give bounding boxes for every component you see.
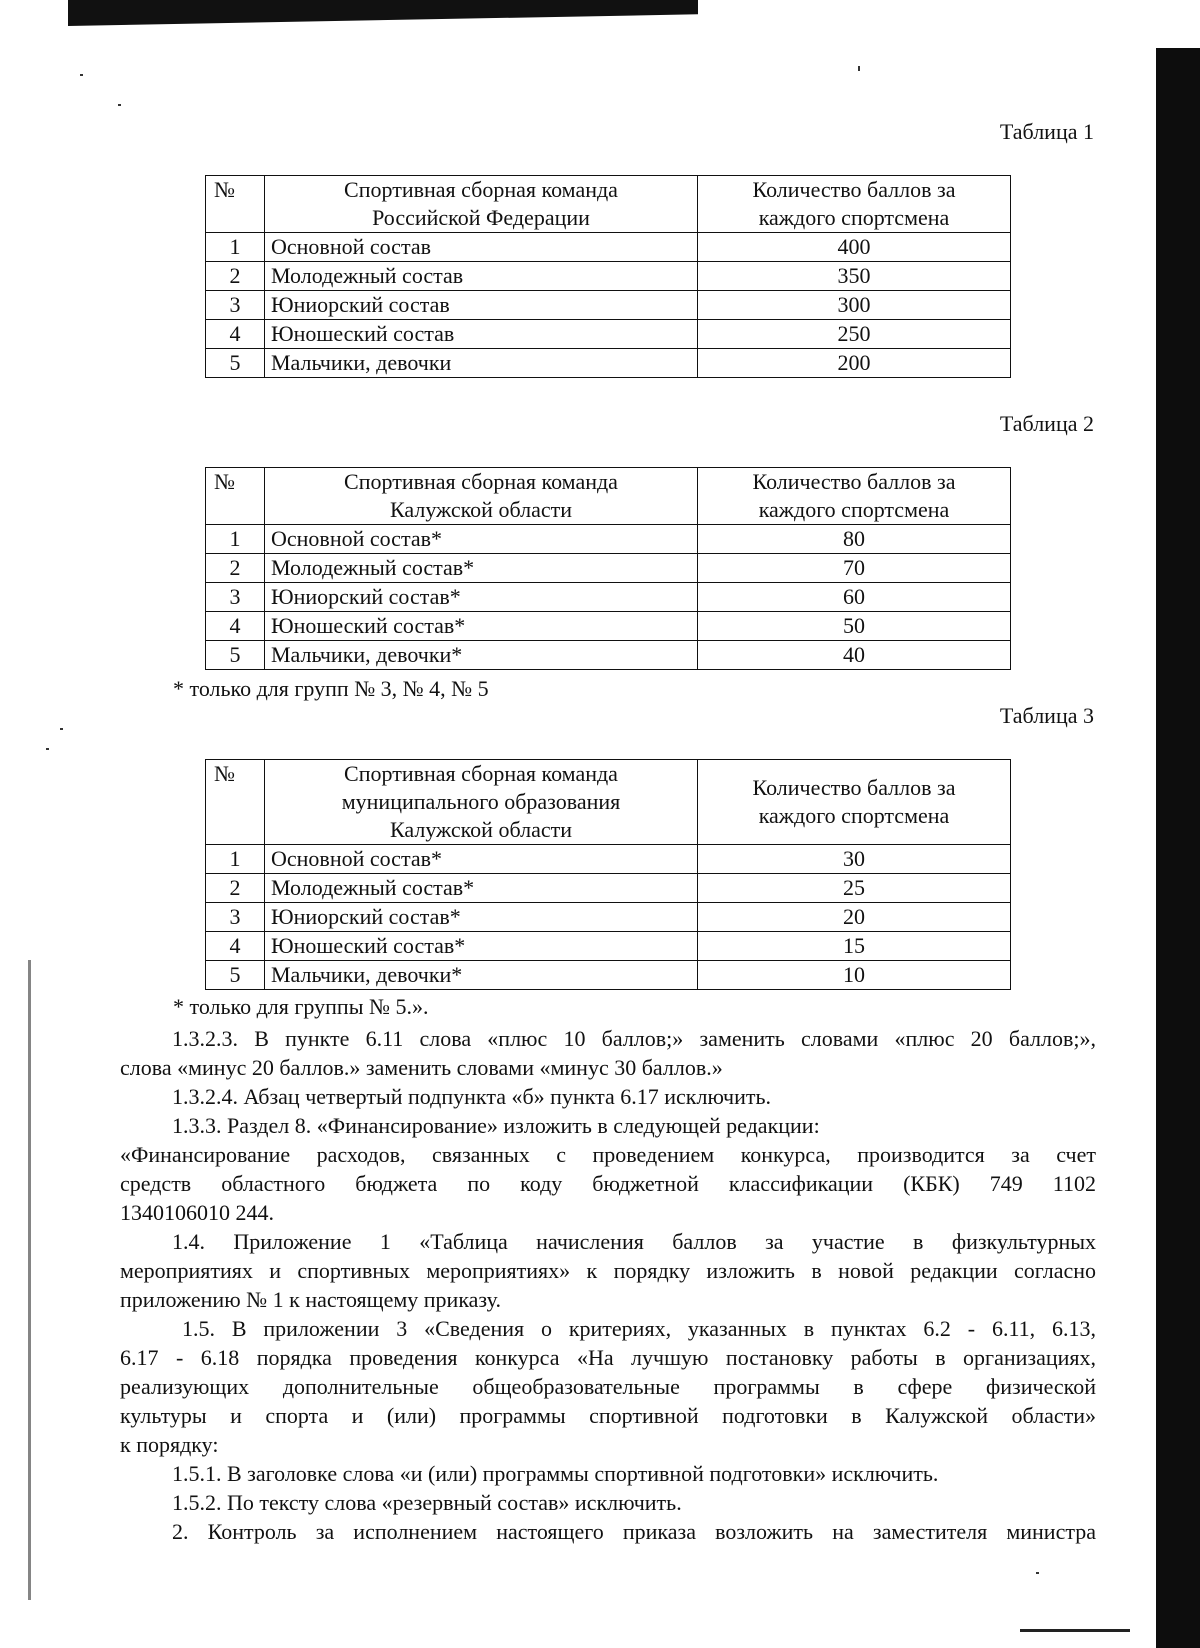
column-header-team: Спортивная сборная команда Калужской области — [265, 468, 698, 525]
paragraph-1-5-line-5: к порядку: — [120, 1432, 219, 1457]
table-row: 4 Юношеский состав* 50 — [206, 612, 1011, 641]
scan-mark-bottom — [1020, 1629, 1130, 1632]
paragraph-1-5-1: 1.5.1. В заголовке слова «и (или) программы спортивной подготовки» исключить. — [172, 1461, 939, 1486]
column-header-number: № — [206, 468, 265, 525]
paragraph-1-5-line-4: культуры и спорта и (или) программы спортивной подготовки в Калужской области» — [120, 1403, 1096, 1428]
table-row: 5 Мальчики, девочки* 40 — [206, 641, 1011, 670]
table-3-footnote: * только для группы № 5.». — [173, 994, 429, 1019]
table-2-footnote: * только для групп № 3, № 4, № 5 — [173, 676, 489, 701]
scan-line-left — [28, 960, 31, 1600]
scan-speck — [46, 748, 49, 750]
table-2-caption: Таблица 2 — [999, 411, 1094, 436]
table-row: 1 Основной состав* 80 — [206, 525, 1011, 554]
table-1-caption: Таблица 1 — [999, 119, 1094, 144]
paragraph-financing-line-3: 1340106010 244. — [120, 1200, 274, 1225]
column-header-points: Количество баллов за каждого спортсмена — [698, 760, 1011, 845]
table-row: 4 Юношеский состав 250 — [206, 320, 1011, 349]
scan-speck — [858, 66, 860, 71]
paragraph-1-3-2-3-line-1: 1.3.2.3. В пункте 6.11 слова «плюс 10 баллов;» заменить словами «плюс 20 баллов;», — [172, 1026, 1096, 1051]
paragraph-1-4-line-2: мероприятиях и спортивных мероприятиях» к порядку изложить в новой редакции согласно — [120, 1258, 1096, 1283]
paragraph-2: 2. Контроль за исполнением настоящего приказа возложить на заместителя министра — [172, 1519, 1096, 1544]
column-header-team: Спортивная сборная команда муниципального образования Калужской области — [265, 760, 698, 845]
column-header-number: № — [206, 176, 265, 233]
paragraph-1-3-2-4: 1.3.2.4. Абзац четвертый подпункта «б» пункта 6.17 исключить. — [172, 1084, 772, 1109]
table-1 — [205, 175, 1011, 378]
table-row: 5 Мальчики, девочки 200 — [206, 349, 1011, 378]
column-header-team: Спортивная сборная команда Российской Федерации — [265, 176, 698, 233]
paragraph-1-3-3: 1.3.3. Раздел 8. «Финансирование» изложить в следующей редакции: — [172, 1113, 820, 1138]
paragraph-1-4-line-3: приложению № 1 к настоящему приказу. — [120, 1287, 501, 1312]
paragraph-1-4-line-1: 1.4. Приложение 1 «Таблица начисления баллов за участие в физкультурных — [172, 1229, 1096, 1254]
table-row: 5 Мальчики, девочки* 10 — [206, 961, 1011, 990]
column-header-number: № — [206, 760, 265, 845]
table-row: 3 Юниорский состав 300 — [206, 291, 1011, 320]
paragraph-1-3-2-3-line-2: слова «минус 20 баллов.» заменить словами «минус 30 баллов.» — [120, 1055, 723, 1080]
table-row: 3 Юниорский состав* 20 — [206, 903, 1011, 932]
table-row: 1 Основной состав* 30 — [206, 845, 1011, 874]
table-row: 3 Юниорский состав* 60 — [206, 583, 1011, 612]
column-header-points: Количество баллов за каждого спортсмена — [698, 176, 1011, 233]
table-header-row — [206, 760, 1011, 845]
table-header-row — [206, 176, 1011, 233]
table-row: 2 Молодежный состав 350 — [206, 262, 1011, 291]
paragraph-1-5-line-1: 1.5. В приложении 3 «Сведения о критериях, указанных в пунктах 6.2 - 6.11, 6.13, — [182, 1316, 1096, 1341]
scan-shadow-right — [1156, 48, 1200, 1648]
scan-speck — [1036, 1572, 1039, 1574]
paragraph-1-5-line-2: 6.17 - 6.18 порядка проведения конкурса «На лучшую постановку работы в организациях, — [120, 1345, 1096, 1370]
paragraph-1-5-2: 1.5.2. По тексту слова «резервный состав» исключить. — [172, 1490, 682, 1515]
table-header-row — [206, 468, 1011, 525]
column-header-points: Количество баллов за каждого спортсмена — [698, 468, 1011, 525]
scan-speck — [80, 74, 83, 76]
scan-shadow-top — [68, 0, 698, 26]
table-row: 1 Основной состав 400 — [206, 233, 1011, 262]
scan-speck — [60, 728, 63, 730]
scan-speck — [118, 104, 121, 106]
table-2 — [205, 467, 1011, 670]
table-row: 2 Молодежный состав* 25 — [206, 874, 1011, 903]
table-3 — [205, 759, 1011, 990]
paragraph-financing-line-2: средств областного бюджета по коду бюджетной классификации (КБК) 749 1102 — [120, 1171, 1096, 1196]
table-3-caption: Таблица 3 — [999, 703, 1094, 728]
paragraph-financing-line-1: «Финансирование расходов, связанных с проведением конкурса, производится за счет — [120, 1142, 1096, 1167]
table-row: 4 Юношеский состав* 15 — [206, 932, 1011, 961]
paragraph-1-5-line-3: реализующих дополнительные общеобразовательные программы в сфере физической — [120, 1374, 1096, 1399]
table-row: 2 Молодежный состав* 70 — [206, 554, 1011, 583]
